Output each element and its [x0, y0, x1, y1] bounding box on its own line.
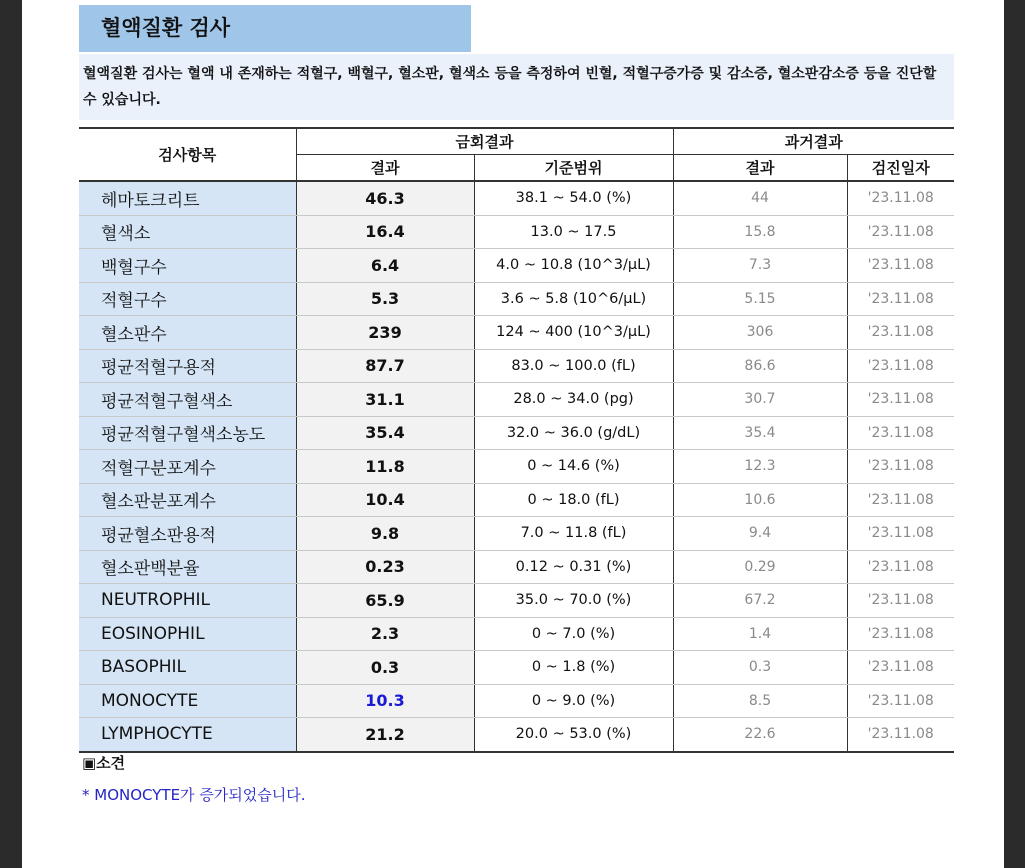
- test-result-value: 10.4: [296, 483, 474, 517]
- past-result-value: 44: [673, 181, 847, 215]
- test-result-value: 87.7: [296, 349, 474, 383]
- test-item-name: 혈소판백분율: [79, 550, 296, 584]
- reference-range: 7.0 ~ 11.8 (fL): [474, 517, 673, 551]
- test-item-name: 헤마토크리트: [79, 181, 296, 215]
- test-item-name: 평균혈소판용적: [79, 517, 296, 551]
- past-result-value: 306: [673, 316, 847, 350]
- reference-range: 13.0 ~ 17.5: [474, 215, 673, 249]
- table-row: [79, 684, 954, 718]
- table-row: [79, 450, 954, 484]
- past-result-value: 7.3: [673, 249, 847, 283]
- reference-range: 0 ~ 14.6 (%): [474, 450, 673, 484]
- exam-date: '23.11.08: [847, 383, 954, 417]
- table-row: [79, 517, 954, 551]
- test-result-value: 239: [296, 316, 474, 350]
- test-result-value: 35.4: [296, 416, 474, 450]
- exam-date: '23.11.08: [847, 584, 954, 618]
- test-result-value: 2.3: [296, 617, 474, 651]
- past-result-value: 67.2: [673, 584, 847, 618]
- blood-test-table: [79, 127, 954, 753]
- past-result-value: 1.4: [673, 617, 847, 651]
- reference-range: 20.0 ~ 53.0 (%): [474, 718, 673, 752]
- table-row: [79, 181, 954, 215]
- reference-range: 38.1 ~ 54.0 (%): [474, 181, 673, 215]
- table-header-row-1: [79, 128, 954, 155]
- test-item-name: 평균적혈구혈색소: [79, 383, 296, 417]
- exam-date: '23.11.08: [847, 181, 954, 215]
- table-row: [79, 383, 954, 417]
- exam-date: '23.11.08: [847, 215, 954, 249]
- past-result-value: 0.29: [673, 550, 847, 584]
- test-result-value: 31.1: [296, 383, 474, 417]
- test-result-value: 46.3: [296, 181, 474, 215]
- test-result-value: 6.4: [296, 249, 474, 283]
- test-item-name: 혈색소: [79, 215, 296, 249]
- past-result-value: 5.15: [673, 282, 847, 316]
- past-result-value: 9.4: [673, 517, 847, 551]
- test-item-name: 적혈구수: [79, 282, 296, 316]
- reference-range: 32.0 ~ 36.0 (g/dL): [474, 416, 673, 450]
- test-result-value: 0.3: [296, 651, 474, 685]
- test-result-value: 0.23: [296, 550, 474, 584]
- past-result-value: 86.6: [673, 349, 847, 383]
- table-body: [79, 181, 954, 752]
- past-result-value: 15.8: [673, 215, 847, 249]
- past-result-value: 8.5: [673, 684, 847, 718]
- test-result-value: 65.9: [296, 584, 474, 618]
- test-item-name: LYMPHOCYTE: [79, 718, 296, 752]
- opinion-text: * MONOCYTE가 증가되었습니다.: [82, 786, 306, 804]
- exam-date: '23.11.08: [847, 249, 954, 283]
- test-result-value: 11.8: [296, 450, 474, 484]
- table-row: [79, 416, 954, 450]
- exam-date: '23.11.08: [847, 684, 954, 718]
- reference-range: 124 ~ 400 (10^3/μL): [474, 316, 673, 350]
- past-result-value: 30.7: [673, 383, 847, 417]
- header-past-result: 결과: [673, 155, 847, 182]
- exam-date: '23.11.08: [847, 651, 954, 685]
- past-result-value: 22.6: [673, 718, 847, 752]
- test-item-name: 백혈구수: [79, 249, 296, 283]
- report-page: [22, 0, 1004, 868]
- past-result-value: 35.4: [673, 416, 847, 450]
- past-result-value: 0.3: [673, 651, 847, 685]
- test-item-name: 적혈구분포계수: [79, 450, 296, 484]
- section-description: 혈액질환 검사는 혈액 내 존재하는 적혈구, 백혈구, 혈소판, 혈색소 등을 측정하여 빈혈, 적혈구증가증 및 감소증, 혈소판감소증 등을 진단할 수 있습니다.: [79, 54, 954, 120]
- test-result-value: 9.8: [296, 517, 474, 551]
- table-row: [79, 550, 954, 584]
- reference-range: 0.12 ~ 0.31 (%): [474, 550, 673, 584]
- test-item-name: MONOCYTE: [79, 684, 296, 718]
- section-title: 혈액질환 검사: [79, 5, 471, 52]
- table-row: [79, 483, 954, 517]
- test-item-name: 평균적혈구혈색소농도: [79, 416, 296, 450]
- exam-date: '23.11.08: [847, 483, 954, 517]
- table-row: [79, 282, 954, 316]
- table-row: [79, 215, 954, 249]
- past-result-value: 12.3: [673, 450, 847, 484]
- exam-date: '23.11.08: [847, 617, 954, 651]
- reference-range: 35.0 ~ 70.0 (%): [474, 584, 673, 618]
- exam-date: '23.11.08: [847, 282, 954, 316]
- reference-range: 28.0 ~ 34.0 (pg): [474, 383, 673, 417]
- test-item-name: 혈소판수: [79, 316, 296, 350]
- exam-date: '23.11.08: [847, 450, 954, 484]
- table-row: [79, 349, 954, 383]
- opinion-title: ▣소견: [82, 754, 126, 772]
- table-row: [79, 718, 954, 752]
- header-exam-date: 검진일자: [847, 155, 954, 182]
- reference-range: 0 ~ 7.0 (%): [474, 617, 673, 651]
- header-range: 기준범위: [474, 155, 673, 182]
- test-result-value: 5.3: [296, 282, 474, 316]
- table-row: [79, 584, 954, 618]
- table-row: [79, 651, 954, 685]
- table-row: [79, 249, 954, 283]
- header-item: 검사항목: [79, 128, 296, 181]
- exam-date: '23.11.08: [847, 550, 954, 584]
- reference-range: 0 ~ 18.0 (fL): [474, 483, 673, 517]
- exam-date: '23.11.08: [847, 517, 954, 551]
- exam-date: '23.11.08: [847, 718, 954, 752]
- reference-range: 0 ~ 9.0 (%): [474, 684, 673, 718]
- reference-range: 83.0 ~ 100.0 (fL): [474, 349, 673, 383]
- exam-date: '23.11.08: [847, 416, 954, 450]
- exam-date: '23.11.08: [847, 316, 954, 350]
- reference-range: 3.6 ~ 5.8 (10^6/μL): [474, 282, 673, 316]
- header-past-group: 과거결과: [673, 128, 954, 155]
- test-item-name: BASOPHIL: [79, 651, 296, 685]
- reference-range: 0 ~ 1.8 (%): [474, 651, 673, 685]
- test-result-value: 10.3: [296, 684, 474, 718]
- exam-date: '23.11.08: [847, 349, 954, 383]
- test-result-value: 16.4: [296, 215, 474, 249]
- header-current-group: 금회결과: [296, 128, 673, 155]
- test-item-name: EOSINOPHIL: [79, 617, 296, 651]
- table-row: [79, 617, 954, 651]
- test-item-name: 혈소판분포계수: [79, 483, 296, 517]
- table-row: [79, 316, 954, 350]
- header-result: 결과: [296, 155, 474, 182]
- past-result-value: 10.6: [673, 483, 847, 517]
- reference-range: 4.0 ~ 10.8 (10^3/μL): [474, 249, 673, 283]
- test-item-name: NEUTROPHIL: [79, 584, 296, 618]
- test-result-value: 21.2: [296, 718, 474, 752]
- test-item-name: 평균적혈구용적: [79, 349, 296, 383]
